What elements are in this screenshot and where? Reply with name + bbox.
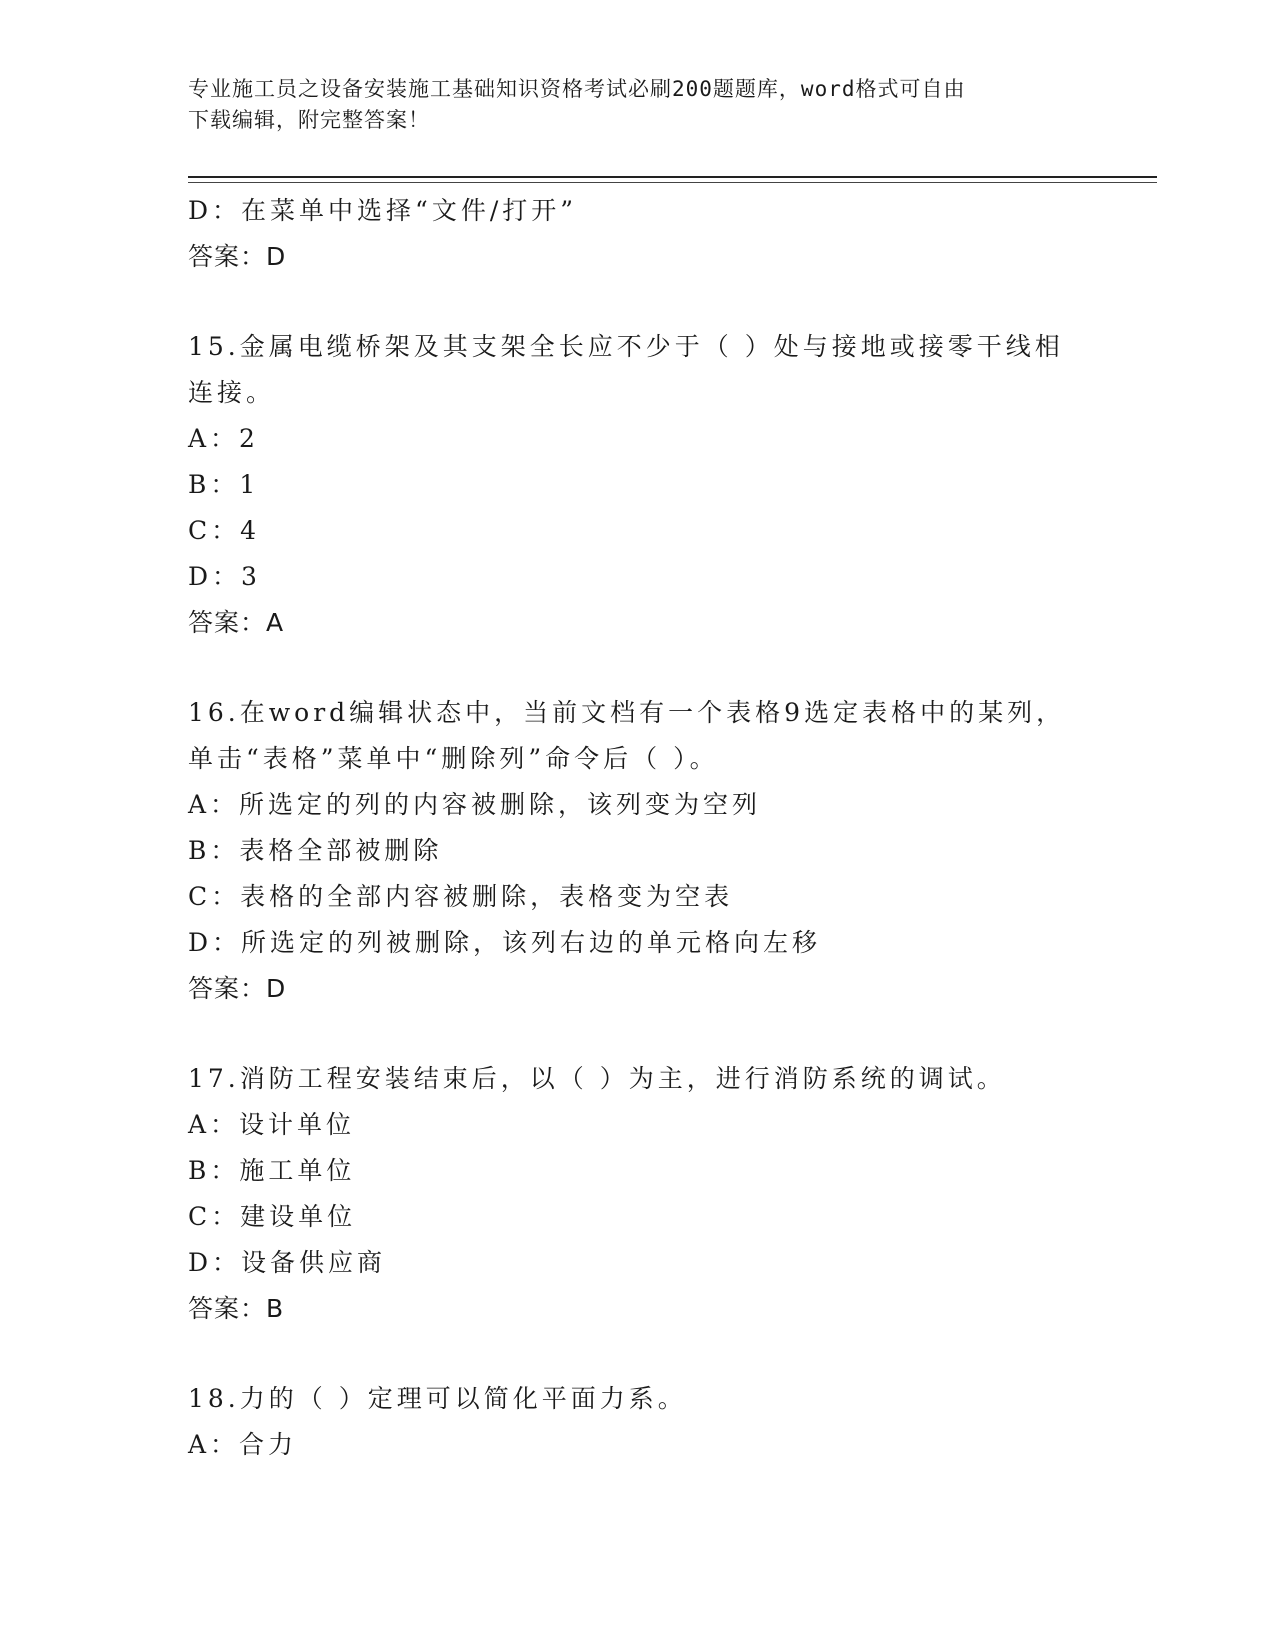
spacer [188, 280, 1088, 324]
answer: 答案：D [188, 974, 287, 1003]
header-line-2: 下载编辑，附完整答案！ [188, 108, 430, 132]
prev-option-d: D：在菜单中选择“文件/打开” [188, 196, 578, 225]
spacer [188, 1332, 1088, 1376]
question-16 [188, 690, 1088, 1012]
option-c: C：建设单位 [188, 1202, 357, 1231]
header-rule-thick [188, 176, 1157, 178]
spacer [188, 1012, 1088, 1056]
option-d: D：所选定的列被删除，该列右边的单元格向左移 [188, 928, 822, 957]
question-stem-cont: 单击“表格”菜单中“删除列”命令后（ ）。 [188, 744, 719, 773]
option-a: A：设计单位 [188, 1110, 356, 1139]
option-c: C：4 [188, 516, 261, 545]
option-b: B：表格全部被删除 [188, 836, 443, 865]
question-stem: 17.消防工程安装结束后，以（ ）为主，进行消防系统的调试。 [188, 1064, 1006, 1093]
answer: 答案：A [188, 608, 285, 637]
document-header [188, 74, 1068, 136]
question-stem: 18.力的（ ）定理可以简化平面力系。 [188, 1384, 687, 1413]
question-list [188, 188, 1088, 1468]
prev-answer: 答案：D [188, 242, 287, 271]
option-a: A：合力 [188, 1430, 298, 1459]
option-b: B：1 [188, 470, 260, 499]
question-17 [188, 1056, 1088, 1332]
header-rule-thin [188, 182, 1157, 183]
question-18 [188, 1376, 1088, 1468]
option-b: B：施工单位 [188, 1156, 356, 1185]
question-15 [188, 324, 1088, 646]
option-a: A：2 [188, 424, 259, 453]
option-d: D：3 [188, 562, 261, 591]
question-stem: 15.金属电缆桥架及其支架全长应不少于（ ）处与接地或接零干线相 [188, 332, 1064, 361]
option-c: C：表格的全部内容被删除，表格变为空表 [188, 882, 734, 911]
spacer [188, 646, 1088, 690]
option-d: D：设备供应商 [188, 1248, 387, 1277]
question-stem-cont: 连接。 [188, 378, 276, 407]
option-a: A：所选定的列的内容被删除，该列变为空列 [188, 790, 762, 819]
header-line-1: 专业施工员之设备安装施工基础知识资格考试必刷200题题库，word格式可自由 [188, 77, 966, 101]
answer: 答案：B [188, 1294, 285, 1323]
question-stem: 16.在word编辑状态中，当前文档有一个表格9选定表格中的某列， [188, 698, 1066, 727]
